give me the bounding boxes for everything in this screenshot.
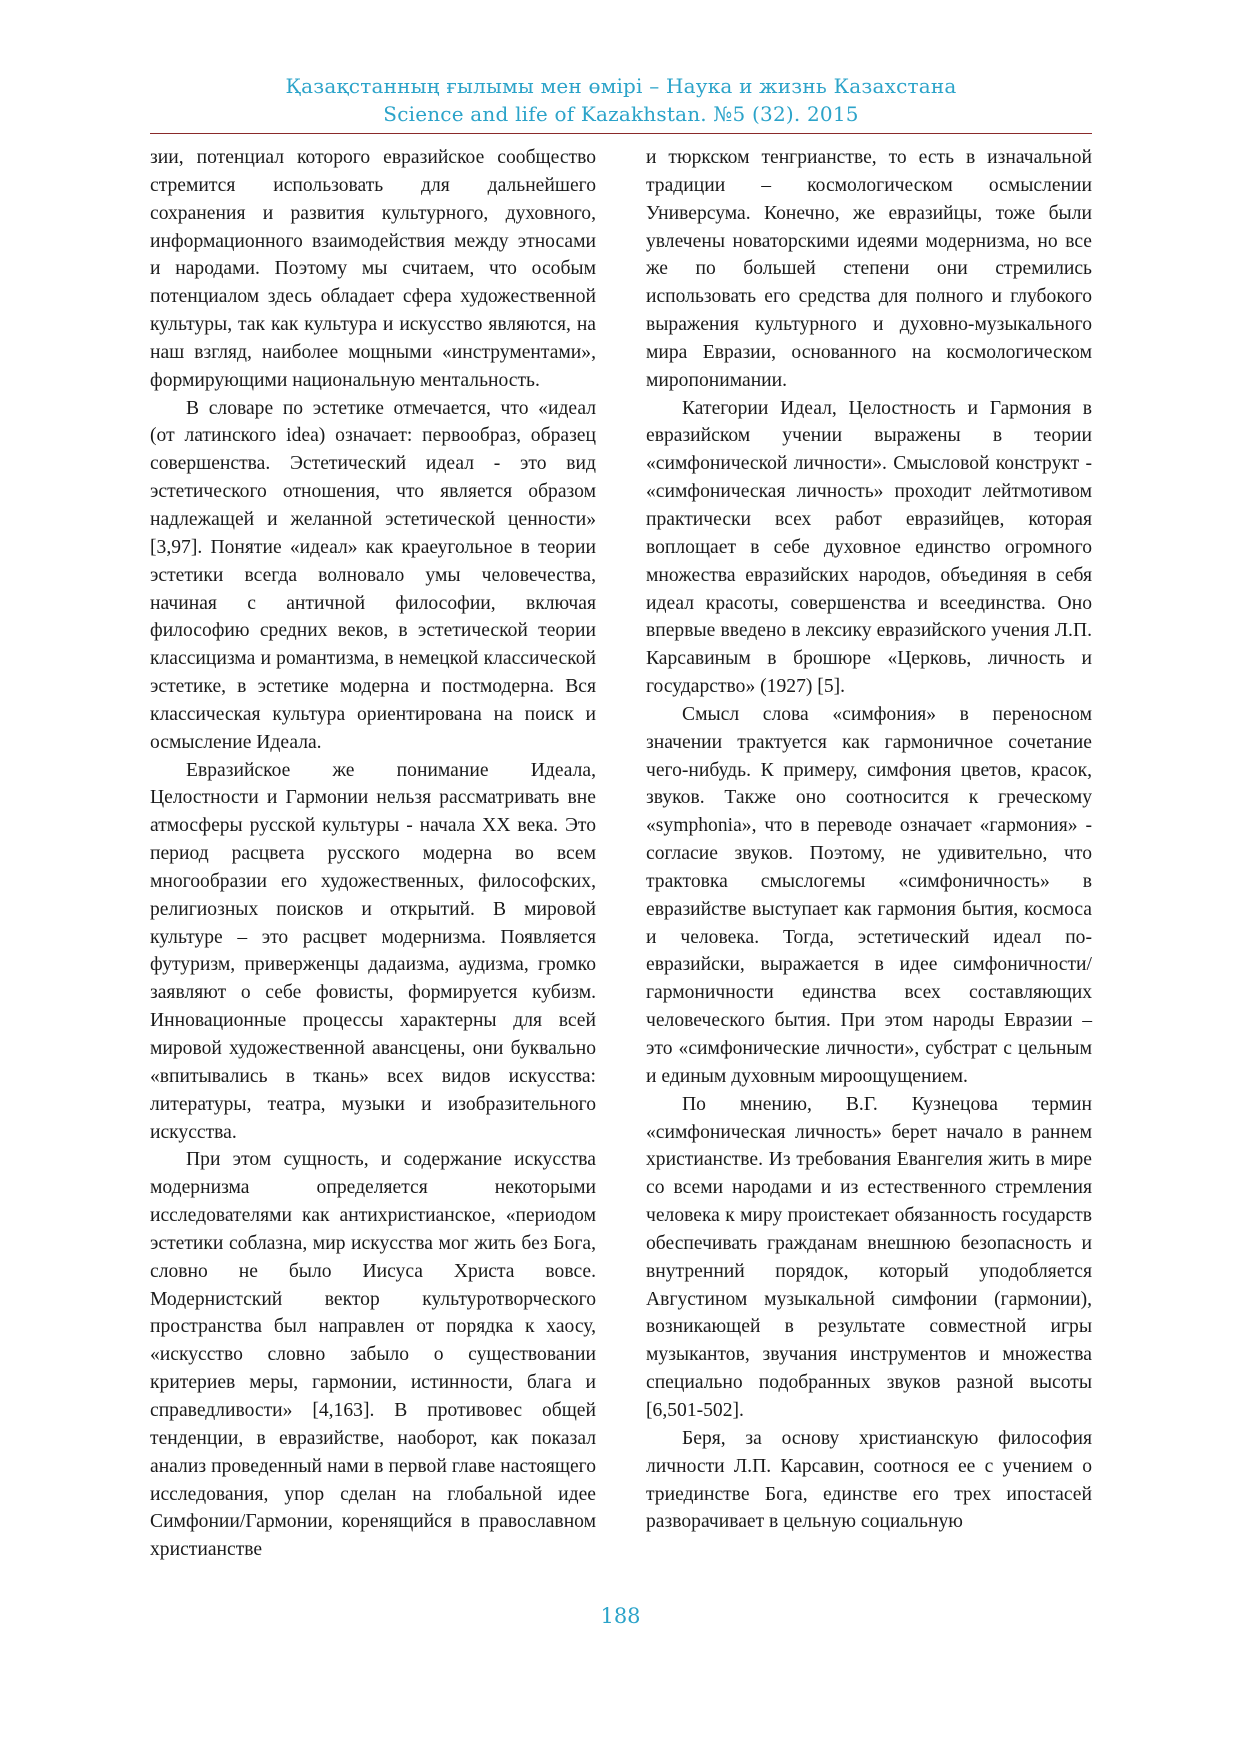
header-divider bbox=[150, 133, 1092, 134]
page-number: 188 bbox=[600, 1604, 641, 1628]
paragraph: Смысл слова «симфония» в переносном значении трактуется как гармоничное сочетание чего-нибудь. К примеру, симфония цветов, красок, звуков. Также оно соотносится к греческому «symphonia», что в переводе означает «гармония» - согласие звуков. Поэтому, не удивительно, что трактовка смыслогемы «симфоничность» в евразийстве выступает как гармония бытия, космоса и человека. Тогда, эстетический идеал по-евразийски, выражается в идее симфоничности/гармоничности единства всех составляющих человеческого бытия. При этом народы Евразии – это «симфонические личности», субстрат с цельным и единым духовным мироощущением. bbox=[646, 703, 1092, 1087]
journal-issue: Science and life of Kazakhstan. №5 (32). 2015 bbox=[383, 102, 859, 126]
paragraph: Евразийское же понимание Идеала, Целостности и Гармонии нельзя рассматривать вне атмосферы русской культуры - начала XX века. Это период расцвета русского модерна во всем многообразии его художественных, философских, религиозных поисков и открытий. В мировой культуре – это расцвет модернизма. Появляется футуризм, приверженцы дадаизма, аудизма, громко заявляют о себе фовисты, формируется кубизм. Инновационные процессы характерны для всей мировой художественной авансцены, они буквально «впитывались в ткань» всех видов искусства: литературы, театра, музыки и изобразительного искусства. bbox=[150, 759, 596, 1143]
left-column bbox=[150, 144, 596, 1564]
paragraph: По мнению, В.Г. Кузнецова термин «симфоническая личность» берет начало в раннем христианстве. Из требования Евангелия жить в мире со всеми народами и из естественного стремления человека к миру проистекает обязанность государств обеспечивать гражданам внешнюю безопасность и внутренний порядок, который уподобляется Августином музыкальной симфонии (гармонии), возникающей в результате совместной игры музыкантов, звучания инструментов и множества специально подобранных звуков разной высоты [6,501-502]. bbox=[646, 1093, 1092, 1421]
paragraph: Категории Идеал, Целостность и Гармония в евразийском учении выражены в теории «симфонической личности». Смысловой конструкт - «симфоническая личность» проходит лейтмотивом практически всех работ евразийцев, которая воплощает в себе духовное единство огромного множества евразийских народов, объединяя в себя идеал красоты, совершенства и всеединства. Оно впервые введено в лексику евразийского учения Л.П. Карсавиным в брошюре «Церковь, личность и государство» (1927) [5]. bbox=[646, 397, 1092, 698]
right-column bbox=[646, 144, 1092, 1536]
journal-header bbox=[150, 72, 1092, 128]
paragraph: и тюркском тенгрианстве, то есть в изначальной традиции – космологическом осмыслении Универсума. Конечно, же евразийцы, тоже были увлечены новаторскими идеями модернизма, но все же по большей степени они стремились использовать его средства для полного и глубокого выражения культурного и духовно-музыкального мира Евразии, основанного на космологическом миропонимании. bbox=[646, 147, 1092, 391]
paragraph: При этом сущность, и содержание искусства модернизма определяется некоторыми исследователями как антихристианское, «периодом эстетики соблазна, мир искусства мог жить без Бога, словно не было Иисуса Христа вовсе. Модернистский вектор культуротворческого пространства был направлен от порядка к хаосу, «искусство словно забыло о существовании критериев меры, гармонии, истинности, блага и справедливости» [4,163]. В противовес общей тенденции, в евразийстве, наоборот, как показал анализ проведенный нами в первой главе настоящего исследования, упор сделан на глобальной идее Симфонии/Гармонии, коренящийся в православном христианстве bbox=[150, 1149, 596, 1561]
paragraph: Беря, за основу христианскую философия личности Л.П. Карсавин, соотнося ее с учением о триединстве Бога, единстве его трех ипостасей разворачивает в цельную социальную bbox=[646, 1427, 1092, 1533]
paragraph: В словаре по эстетике отмечается, что «идеал (от латинского idea) означает: первообраз, образец совершенства. Эстетический идеал - это вид эстетического отношения, что является образом надлежащей и желанной эстетической ценности» [3,97]. Понятие «идеал» как краеугольное в теории эстетики всегда волновало умы человечества, начиная с античной философии, включая философию средних веков, в эстетической теории классицизма и романтизма, в немецкой классической эстетике, в эстетике модерна и постмодерна. Вся классическая культура ориентирована на поиск и осмысление Идеала. bbox=[150, 397, 596, 753]
journal-title: Қазақстанның ғылымы мен өмірі – Наука и жизнь Казахстана bbox=[285, 74, 957, 98]
paragraph: зии, потенциал которого евразийское сообщество стремится использовать для дальнейшего сохранения и развития культурного, духовного, информационного взаимодействия между этносами и народами. Поэтому мы считаем, что особым потенциалом здесь обладает сфера художественной культуры, так как культура и искусство являются, на наш взгляд, наиболее мощными «инструментами», формирующими национальную ментальность. bbox=[150, 147, 596, 391]
